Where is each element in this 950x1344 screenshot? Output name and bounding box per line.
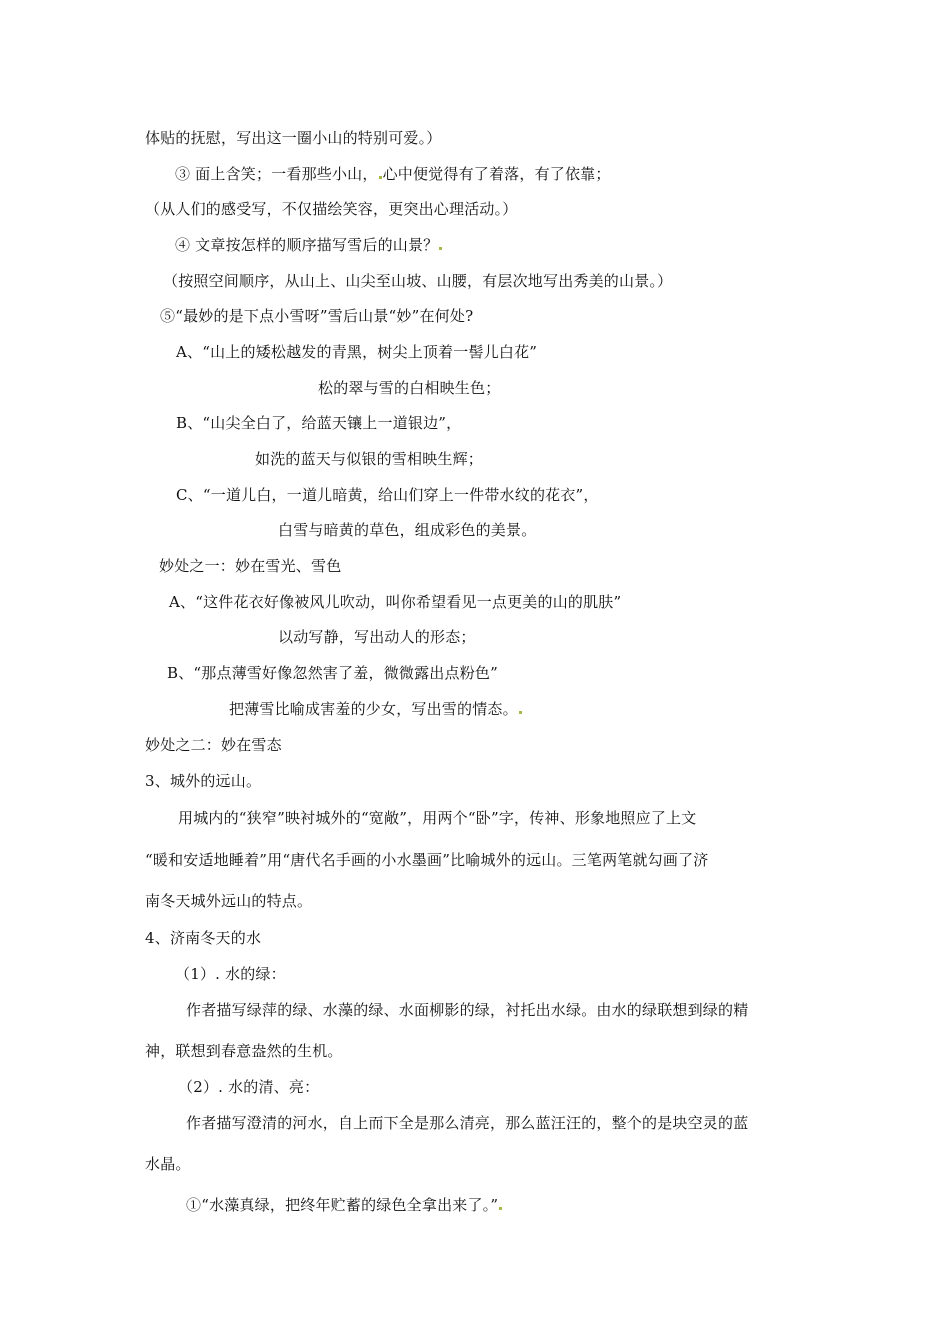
text-segment: 妙处之一：妙在雪光、雪色 (159, 557, 342, 575)
text-segment: A、“这件花衣好像被风儿吹动，叫你希望看见一点更美的山的肌肤” (169, 593, 622, 611)
text-segment: ⑤“最妙的是下点小雪呀”雪后山景“妙”在何处? (160, 307, 474, 325)
text-line (186, 1113, 748, 1133)
text-line (176, 485, 599, 505)
text-line (229, 699, 523, 719)
text-segment: 作者描写澄清的河水，自上而下全是那么清亮，那么蓝汪汪的，整个的是块空灵的蓝 (186, 1114, 749, 1132)
text-segment: B、“山尖全白了，给蓝天镶上一道银边”， (176, 414, 462, 432)
text-line (318, 378, 500, 398)
text-line (176, 413, 461, 433)
highlight-mark (439, 247, 442, 250)
text-segment: ①“水藻真绿，把终年贮蓄的绿色全拿出来了。” (186, 1196, 499, 1214)
text-line (176, 342, 537, 362)
text-line (169, 592, 621, 612)
text-segment: 4、济南冬天的水 (145, 929, 262, 947)
text-line (178, 808, 696, 828)
text-segment: 把薄雪比喻成害羞的少女，写出雪的情态。 (229, 700, 518, 718)
text-line (255, 449, 483, 469)
text-line (145, 1154, 191, 1174)
text-line (175, 164, 611, 184)
text-segment: “暖和安适地睡着”用“唐代名手画的小水墨画”比喻城外的远 (145, 851, 542, 869)
text-line (145, 735, 282, 755)
highlight-mark (499, 1207, 502, 1210)
text-segment: 白雪与暗黄的草色，组成彩色的美景。 (278, 521, 537, 539)
text-line (145, 891, 312, 911)
text-line (175, 964, 286, 984)
text-line (167, 663, 498, 683)
text-segment: 山。三笔两笔就勾画了济 (541, 851, 709, 869)
text-segment: 南冬天城外远 (145, 892, 237, 910)
text-line (178, 1077, 319, 1097)
text-line (186, 1195, 503, 1215)
text-segment: （1）. 水的绿： (175, 965, 286, 983)
text-segment: C、“一道儿白，一道儿暗黄，给山们穿上一件带水纹的花衣”， (176, 486, 599, 504)
text-segment: 山的特点。 (236, 892, 313, 910)
text-segment: 3、城外的远山。 (145, 772, 262, 790)
text-segment: 心中便觉得有了着落，有了依靠； (382, 165, 611, 183)
highlight-mark (519, 711, 522, 714)
text-line (145, 128, 442, 148)
text-segment: 松的翠与雪的白相映生色； (318, 379, 501, 397)
text-segment: B、“那点薄雪好像忽然害了羞，微微露出点粉色” (167, 664, 498, 682)
text-segment: A、“山上的矮松越发的青黑，树尖上顶着一髻儿白花” (176, 343, 538, 361)
text-line (160, 306, 473, 326)
text-line (278, 627, 476, 647)
text-line (145, 928, 261, 948)
text-line (145, 1041, 343, 1061)
text-segment: 妙处之二：妙在雪态 (145, 736, 282, 754)
text-segment: ③ 面上含笑；一看那些小山， (175, 165, 378, 183)
text-segment: 体贴的抚慰，写出这一圈小山的特别可爱。） (145, 129, 442, 147)
text-segment: ④ 文章按怎样的顺序描写雪后的山景？ (175, 236, 439, 254)
text-line (145, 850, 708, 870)
text-line (145, 199, 518, 219)
text-line (159, 556, 341, 576)
text-line (278, 520, 536, 540)
text-line (175, 235, 443, 255)
text-segment: 神，联想到春意盎然的生机。 (145, 1042, 343, 1060)
text-segment: （2）. 水的清、亮： (178, 1078, 320, 1096)
text-line (186, 1000, 748, 1020)
text-segment: （按照空间顺序，从山上、山尖至山坡、山腰，有层次地写出秀美的山景。） (163, 272, 673, 290)
text-line (145, 771, 261, 791)
text-line (163, 271, 672, 291)
highlight-mark (379, 176, 382, 179)
text-segment: 水晶。 (145, 1155, 191, 1173)
text-segment: 作者描写绿萍的绿、水藻的绿、水面柳影的绿，衬托出水绿。由水的绿联想到绿的精 (186, 1001, 749, 1019)
text-segment: （从人们的感受写，不仅描绘笑容，更突出心理活动。） (145, 200, 518, 218)
text-segment: 用城内的“狭窄”映衬城外的“宽敞”，用两个“卧”字，传神、形象地照应了上文 (178, 809, 697, 827)
text-segment: 如洗的蓝天与似银的雪相映生辉； (255, 450, 484, 468)
text-segment: 以动写静，写出动人的形态； (278, 628, 476, 646)
